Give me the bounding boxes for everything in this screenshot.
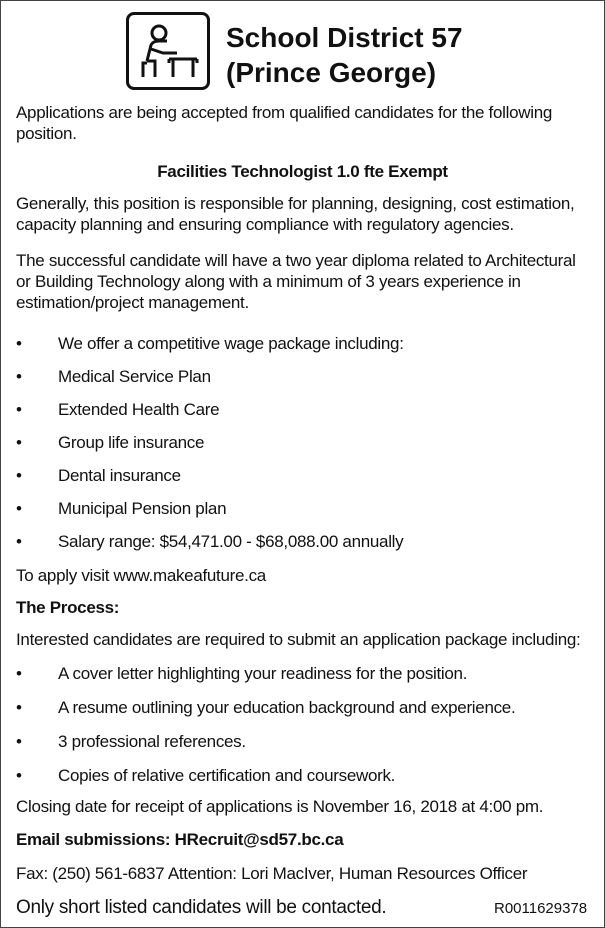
responsibility-paragraph: Generally, this position is responsible for planning, designing, cost estimation, capacity planning and ensuring compliance with regulatory agencies. xyxy=(16,194,575,234)
bullet: • xyxy=(16,466,22,485)
reference-code: R0011629378 xyxy=(494,900,588,917)
offer-item: Medical Service Plan xyxy=(58,367,211,386)
bullet: • xyxy=(16,334,22,353)
intro-text: Applications are being accepted from qualified candidates for the following position. xyxy=(16,103,553,143)
process-item: A cover letter highlighting your readiness for the position. xyxy=(58,664,468,683)
bullet: • xyxy=(16,698,22,717)
offer-item: Extended Health Care xyxy=(58,400,220,419)
closing-date: Closing date for receipt of applications is November 16, 2018 at 4:00 pm. xyxy=(16,797,544,816)
bullet: • xyxy=(16,664,22,683)
process-heading: The Process: xyxy=(16,598,120,617)
footer-note: Only short listed candidates will be contacted. xyxy=(16,897,387,918)
bullet: • xyxy=(16,732,22,751)
bullet: • xyxy=(16,532,22,551)
email-submissions: Email submissions: HRecruit@sd57.bc.ca xyxy=(16,830,344,849)
offer-item: Salary range: $54,471.00 - $68,088.00 annually xyxy=(58,532,404,551)
process-intro: Interested candidates are required to submit an application package including: xyxy=(16,630,581,649)
offer-item: Municipal Pension plan xyxy=(58,499,227,518)
header xyxy=(126,12,586,92)
bullet: • xyxy=(16,400,22,419)
offer-item: We offer a competitive wage package including: xyxy=(58,334,404,353)
title-line-2: (Prince George) xyxy=(226,57,437,88)
bullet: • xyxy=(16,499,22,518)
process-item: 3 professional references. xyxy=(58,732,246,751)
position-title: Facilities Technologist 1.0 fte Exempt xyxy=(157,162,448,181)
district-title xyxy=(226,20,463,90)
offer-item: Dental insurance xyxy=(58,466,181,485)
bullet: • xyxy=(16,766,22,785)
qualification-paragraph: The successful candidate will have a two year diploma related to Architectural or Building Technology along with a minimum of 3 years experience in estimation/project management. xyxy=(16,251,576,312)
bullet: • xyxy=(16,367,22,386)
student-at-desk-icon xyxy=(126,12,210,90)
offer-item: Group life insurance xyxy=(58,433,205,452)
apply-text: To apply visit www.makeafuture.ca xyxy=(16,566,266,585)
process-item: Copies of relative certification and coursework. xyxy=(58,766,396,785)
fax-contact: Fax: (250) 561-6837 Attention: Lori MacIver, Human Resources Officer xyxy=(16,864,528,883)
process-item: A resume outlining your education background and experience. xyxy=(58,698,516,717)
bullet: • xyxy=(16,433,22,452)
title-line-1: School District 57 xyxy=(226,22,463,53)
